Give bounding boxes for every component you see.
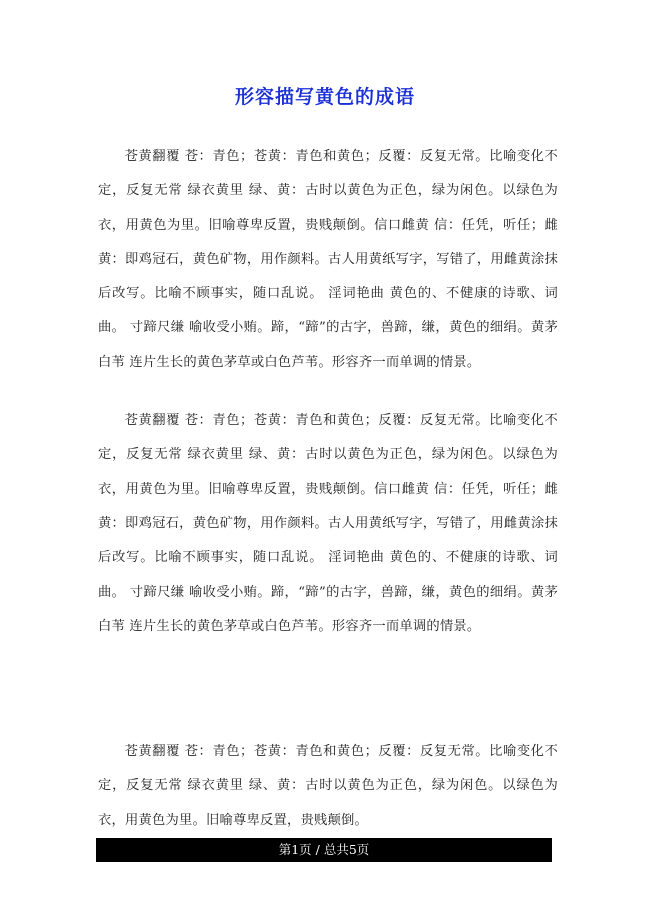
paragraph-1: 苍黄翻覆 苍：青色；苍黄：青色和黄色；反覆：反复无常。比喻变化不定，反复无常 绿衣黄里 绿、黄：古时以黄色为正色，绿为闲色。以绿色为衣，用黄色为里。旧喻尊卑反置，贵贱颠倒。信口雌黄 信：任凭，听任；雌黄：即鸡冠石，黄色矿物，用作颜料。古人用黄纸写字，写错了，用雌黄涂抹后改写。比喻不顾事实，随口乱说。 淫词艳曲 黄色的、不健康的诗歌、词曲。 寸蹄尺缣 喻收受小贿。蹄，“蹄”的古字，兽蹄，缣，黄色的细绢。黄茅白苇 连片生长的黄色茅草或白色芦苇。形容齐一而单调的情景。 (98, 149, 558, 370)
document-body-continued (98, 735, 558, 838)
paragraph-3: 苍黄翻覆 苍：青色；苍黄：青色和黄色；反覆：反复无常。比喻变化不定，反复无常 绿衣黄里 绿、黄：古时以黄色为正色，绿为闲色。以绿色为衣，用黄色为里。旧喻尊卑反置，贵贱颠倒。 (98, 744, 558, 828)
document-title: 形容描写黄色的成语 (234, 86, 415, 108)
page-indicator: 第1页 / 总共5页 (278, 842, 370, 857)
page-indicator-bar (96, 838, 552, 862)
document-body (98, 140, 558, 644)
paragraph-2: 苍黄翻覆 苍：青色；苍黄：青色和黄色；反覆：反复无常。比喻变化不定，反复无常 绿衣黄里 绿、黄：古时以黄色为正色，绿为闲色。以绿色为衣，用黄色为里。旧喻尊卑反置，贵贱颠倒。信口雌黄 信：任凭，听任；雌黄：即鸡冠石，黄色矿物，用作颜料。古人用黄纸写字，写错了，用雌黄涂抹后改写。比喻不顾事实，随口乱说。 淫词艳曲 黄色的、不健康的诗歌、词曲。 寸蹄尺缣 喻收受小贿。蹄，“蹄”的古字，兽蹄，缣，黄色的细绢。黄茅白苇 连片生长的黄色茅草或白色芦苇。形容齐一而单调的情景。 (98, 413, 558, 634)
